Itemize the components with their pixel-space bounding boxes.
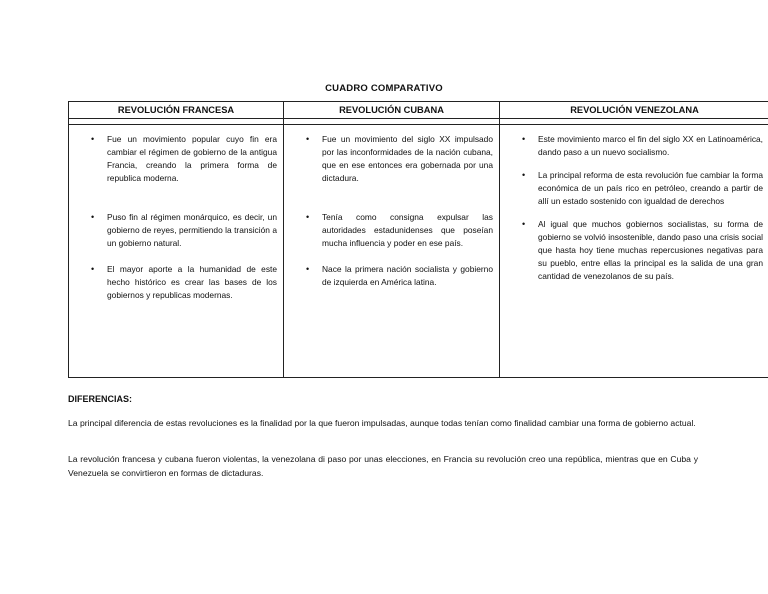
differences-paragraph: La revolución francesa y cubana fueron violentas, la venezolana di paso por unas elecciones, en Francia su revolución creo una república, mientras que en Cuba y Venezuela se convirtieron en formas de dictaduras. [68,454,698,478]
bullet-icon: • [91,264,95,274]
table-content-row [69,125,768,378]
list-item [77,211,277,250]
comparison-table [68,101,768,378]
column-francesa [69,125,284,378]
list-item [508,218,763,283]
list-item [292,133,493,185]
column-venezolana [500,125,768,378]
column-cubana [284,125,500,378]
bullet-list [77,133,277,302]
bullet-list [508,133,763,283]
bullet-text: La principal reforma de esta revolución fue cambiar la forma económica de un país rico en petróleo, creando a partir de allí un estado sostenido con igualdad de derechos [538,170,763,206]
bullet-text: Puso fin al régimen monárquico, es decir, un gobierno de reyes, permitiendo la transición a un gobierno natural. [107,212,277,248]
header-francesa: REVOLUCIÓN FRANCESA [69,102,284,119]
bullet-text: El mayor aporte a la humanidad de este hecho histórico es crear las bases de los gobiernos y republicas modernas. [107,264,277,300]
bullet-text: Nace la primera nación socialista y gobierno de izquierda en América latina. [322,264,493,287]
bullet-icon: • [91,134,95,144]
header-venezolana: REVOLUCIÓN VENEZOLANA [500,102,768,119]
differences-heading: DIFERENCIAS: [68,394,133,404]
bullet-icon: • [306,134,310,144]
bullet-icon: • [522,134,526,144]
list-item [292,263,493,289]
list-item [77,263,277,302]
bullet-text: Fue un movimiento popular cuyo fin era cambiar el régimen de gobierno de la antigua Francia, creando la primera forma de republica moderna. [107,134,277,183]
list-item [508,169,763,208]
differences-paragraph: La principal diferencia de estas revoluciones es la finalidad por la que fueron impulsadas, aunque todas tenían como finalidad cambiar una forma de gobierno actual. [68,418,696,428]
header-cubana: REVOLUCIÓN CUBANA [284,102,500,119]
table-header-row [69,102,768,119]
list-item [77,133,277,185]
list-item [292,211,493,250]
bullet-list [292,133,493,289]
bullet-icon: • [522,219,526,229]
bullet-icon: • [522,170,526,180]
bullet-icon: • [306,212,310,222]
bullet-text: Fue un movimiento del siglo XX impulsado por las inconformidades de la nación cubana, que en ese entonces era gobernada por una dictadura. [322,134,493,183]
bullet-icon: • [91,212,95,222]
page-title: CUADRO COMPARATIVO [325,83,443,94]
bullet-text: Al igual que muchos gobiernos socialistas, su forma de gobierno se volvió insostenible, dando paso una crisis social que hasta hoy tiene muchas repercusiones negativas para su pueblo, entre ellas la principal es la salida de una gran cantidad de venezolanos de su país. [538,219,763,281]
bullet-text: Tenía como consigna expulsar las autoridades estadunidenses que poseían mucha influencia y poder en ese país. [322,212,493,248]
list-item [508,133,763,159]
bullet-text: Este movimiento marco el fin del siglo XX en Latinoamérica, dando paso a un nuevo socialismo. [538,134,763,157]
bullet-icon: • [306,264,310,274]
